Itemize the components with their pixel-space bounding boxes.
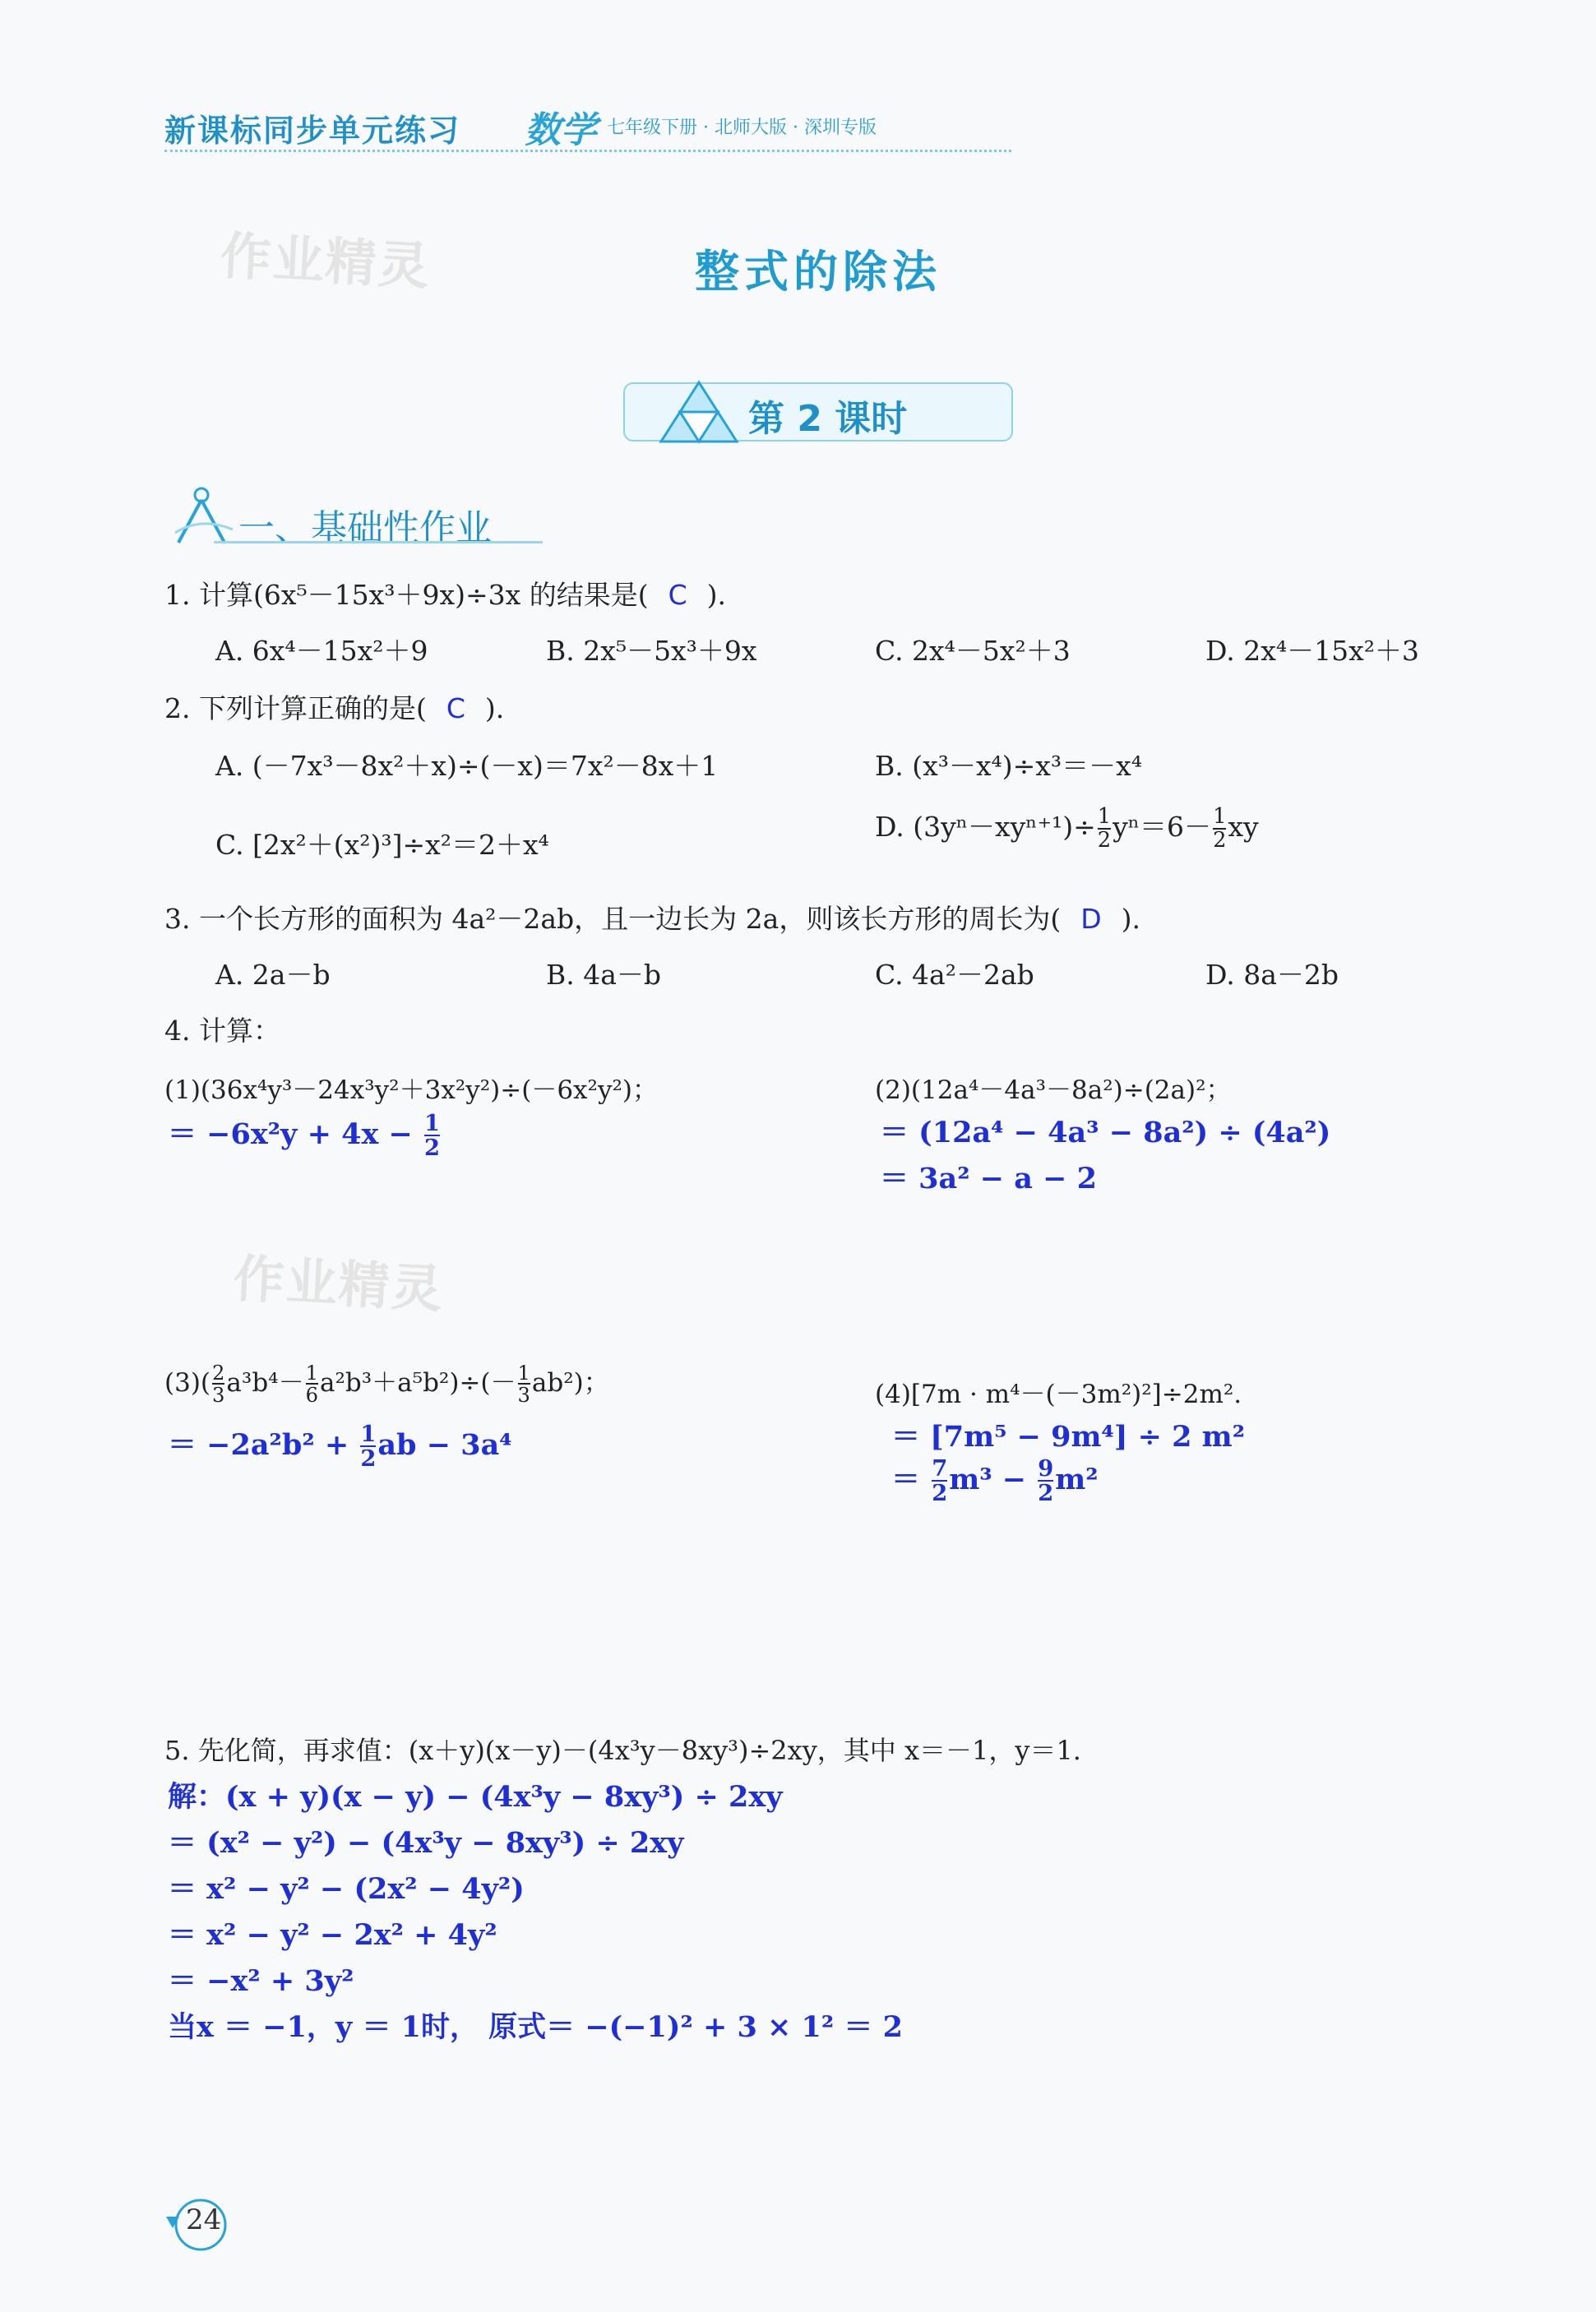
fraction [424, 1109, 441, 1161]
section-title: 一、基础性作业 [238, 507, 492, 549]
question-end: ). [1121, 903, 1140, 935]
page-header [164, 105, 1011, 155]
numerator: 1 [1097, 803, 1112, 829]
answer-1 [168, 1109, 442, 1161]
question-stem: 1. 计算(6x⁵－15x³＋9x)÷3x 的结果是( [164, 579, 649, 611]
answer-text: ＝ −2a²b² + [168, 1428, 349, 1462]
solution-line-6: 当x ＝ −1，y ＝ 1时， 原式＝ −(−1)² + 3 × 1² ＝ 2 [168, 2010, 903, 2044]
watermark: 作业精灵 [219, 225, 433, 297]
option-text: xy [1228, 811, 1259, 843]
denominator: 2 [1097, 827, 1112, 853]
solution-line-1: 解：(x + y)(x − y) − (4x³y − 8xy³) ÷ 2xy [168, 1780, 783, 1814]
page-number: 24 [186, 2203, 222, 2236]
option-a: A. (－7x³－8x²＋x)÷(－x)＝7x²－8x＋1 [215, 750, 719, 782]
answer-text: ＝ −6x²y + 4x − [168, 1117, 413, 1151]
solution-line-5: ＝ −x² + 3y² [168, 1964, 354, 1998]
denominator: 2 [424, 1135, 441, 1161]
answer-4-line-2: ＝ $\frac{7}{2}$ m³ − $\frac{9}{2}$ m² [891, 1454, 1099, 1506]
option-b: B. 4a－b [546, 959, 662, 991]
option-c: C. [2x²＋(x²)³]÷x²＝2＋x⁴ [215, 829, 549, 861]
edition-label: 七年级下册 · 北师大版 · 深圳专版 [607, 118, 877, 138]
option-c: C. 2x⁴－5x²＋3 [875, 635, 1071, 667]
answer-3 [168, 1422, 512, 1470]
answer-choice: C [446, 692, 465, 724]
lesson-label: 第 2 课时 [748, 398, 908, 440]
answer-text: m² [1055, 1463, 1099, 1496]
section-heading [164, 483, 559, 549]
option-d: D. 2x⁴－15x²＋3 [1205, 635, 1419, 667]
problem-text: a³b⁴－ [226, 1368, 304, 1398]
solution-line-4: ＝ x² − y² − 2x² + 4y² [168, 1918, 497, 1952]
compass-icon [169, 483, 243, 549]
option-d: D. 8a－2b [1205, 959, 1339, 991]
question-stem: 3. 一个长方形的面积为 4a²－2ab，且一边长为 2a，则该长方形的周长为( [164, 903, 1062, 935]
fraction: $\frac{9}{2}$ [1038, 1454, 1054, 1506]
question-4: 4. 计算： [164, 1015, 280, 1047]
subproblem-2: (2)(12a⁴－4a³－8a²)÷(2a)²； [875, 1075, 1232, 1105]
header-divider [164, 150, 1011, 152]
fraction: $\frac{1}{2}$ [360, 1420, 377, 1472]
page-number-badge [164, 2197, 230, 2254]
triangle-icon [658, 379, 740, 445]
problem-text: (3)( [164, 1368, 211, 1398]
question-5: 5. 先化简，再求值：(x＋y)(x－y)－(4x³y－8xy³)÷2xy，其中 x＝－1，y＝1. [164, 1735, 1081, 1766]
fraction [1213, 803, 1227, 853]
solution-line-3: ＝ x² − y² − (2x² − 4y²) [168, 1872, 525, 1906]
question-3 [164, 898, 1140, 936]
watermark: 作业精灵 [232, 1248, 446, 1320]
answer-4-line-1: ＝ [7m⁵ − 9m⁴] ÷ 2 m² [891, 1420, 1246, 1454]
numerator: 1 [1213, 803, 1227, 829]
denominator: 2 [1213, 827, 1227, 853]
option-c: C. 4a²－2ab [875, 959, 1034, 991]
subproblem-1: (1)(36x⁴y³－24x³y²＋3x²y²)÷(－6x²y²)； [164, 1075, 659, 1105]
option-b: B. (x³－x⁴)÷x³＝－x⁴ [875, 750, 1142, 782]
answer-2-line-1: ＝ (12a⁴ − 4a³ − 8a²) ÷ (4a²) [880, 1116, 1331, 1149]
option-b: B. 2x⁵－5x³＋9x [546, 635, 757, 667]
fraction [1097, 803, 1112, 853]
page-title: 整式的除法 [695, 245, 941, 298]
option-a: A. 6x⁴－15x²＋9 [215, 635, 428, 667]
option-a: A. 2a－b [215, 959, 331, 991]
problem-text: a²b³＋a⁵b²)÷(－ [319, 1368, 516, 1398]
numerator: 1 [424, 1109, 441, 1136]
question-2 [164, 687, 504, 726]
fraction: $\frac{1}{3}$ [517, 1361, 530, 1407]
answer-2-line-2: ＝ 3a² − a − 2 [880, 1162, 1097, 1195]
question-end: ). [706, 579, 727, 611]
fraction: $\frac{2}{3}$ [212, 1361, 225, 1407]
answer-choice: D [1080, 903, 1102, 935]
subproblem-3 [164, 1362, 609, 1405]
problem-text: ab²)； [531, 1368, 609, 1398]
question-end: ). [484, 692, 505, 724]
answer-choice: C [668, 579, 687, 611]
lesson-banner [623, 382, 1013, 442]
question-stem: 2. 下列计算正确的是( [164, 692, 427, 724]
answer-text: ab − 3a⁴ [377, 1428, 512, 1462]
option-text: yⁿ＝6－ [1113, 811, 1212, 843]
option-d [875, 803, 1259, 853]
answer-text: m³ − [949, 1463, 1027, 1496]
section-underline [214, 541, 543, 543]
subject-label: 数学 [525, 109, 597, 151]
fraction: $\frac{7}{2}$ [932, 1454, 948, 1506]
fraction: $\frac{1}{6}$ [305, 1361, 318, 1407]
option-text: D. (3yⁿ－xyⁿ⁺¹)÷ [875, 811, 1096, 843]
series-title: 新课标同步单元练习 [164, 112, 461, 149]
solution-line-2: ＝ (x² − y²) − (4x³y − 8xy³) ÷ 2xy [168, 1826, 684, 1860]
question-1 [164, 574, 726, 613]
subproblem-4: (4)[7m · m⁴－(－3m²)²]÷2m². [875, 1380, 1242, 1409]
